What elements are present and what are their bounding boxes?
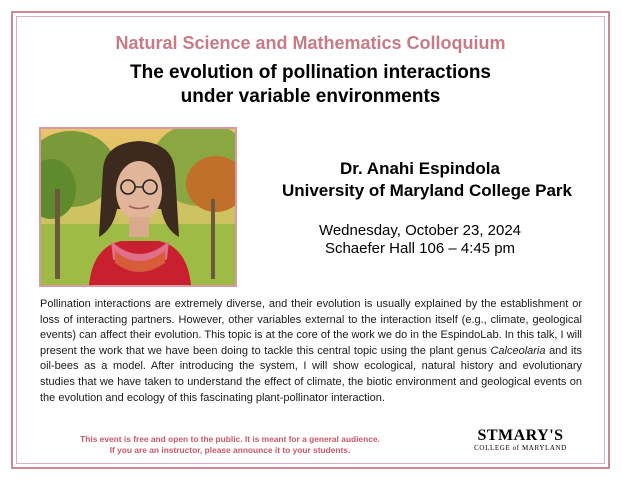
abstract-text-part1: Pollination interactions are extremely diverse, and their evolution is usually explained by the establishment or loss of interacting partners. However, other variables external to the interaction itself (e.g., climate, geological events) can affect their evolution. This topic is at the core of the work we do in the EspindoLab. In this talk, I will present the work that we have been doing to tackle this central topic using the plant genus xyxy=(40,298,582,357)
speaker-photo xyxy=(39,127,237,287)
logo-wordmark: STMARY'S xyxy=(477,427,564,444)
abstract-genus: Calceolaria xyxy=(490,344,546,357)
footer-notice xyxy=(40,434,420,456)
event-date: Wednesday, October 23, 2024 xyxy=(318,222,522,239)
talk-title xyxy=(0,61,621,109)
event-location-time: Schaefer Hall 106 – 4:45 pm xyxy=(324,240,516,257)
speaker-affiliation: University of Maryland College Park xyxy=(281,181,573,200)
talk-title-line1: The evolution of pollination interactions xyxy=(130,62,491,83)
talk-title-line2: under variable environments xyxy=(180,86,441,107)
footer-line1: This event is free and open to the public. It is meant for a general audience. xyxy=(80,434,380,444)
footer-line2: If you are an instructor, please announce it to your students. xyxy=(109,445,351,455)
logo-subtitle: COLLEGE of MARYLAND xyxy=(474,444,567,452)
speaker-name: Dr. Anahi Espindola xyxy=(340,159,500,178)
abstract-text-part2: and its oil-bees as a model. After introducing the system, I will show ecological, natural history and evolutionary studies that we have taken to understand the effect of climate, the biotic environment and geological events on the evolution and ecology of this fascinating plant-pollinator interaction. xyxy=(40,344,583,404)
st-marys-logo xyxy=(468,427,573,457)
abstract-paragraph xyxy=(40,297,582,406)
speaker-photo-illustration xyxy=(41,129,235,285)
colloquium-heading: Natural Science and Mathematics Colloquium xyxy=(115,33,506,53)
